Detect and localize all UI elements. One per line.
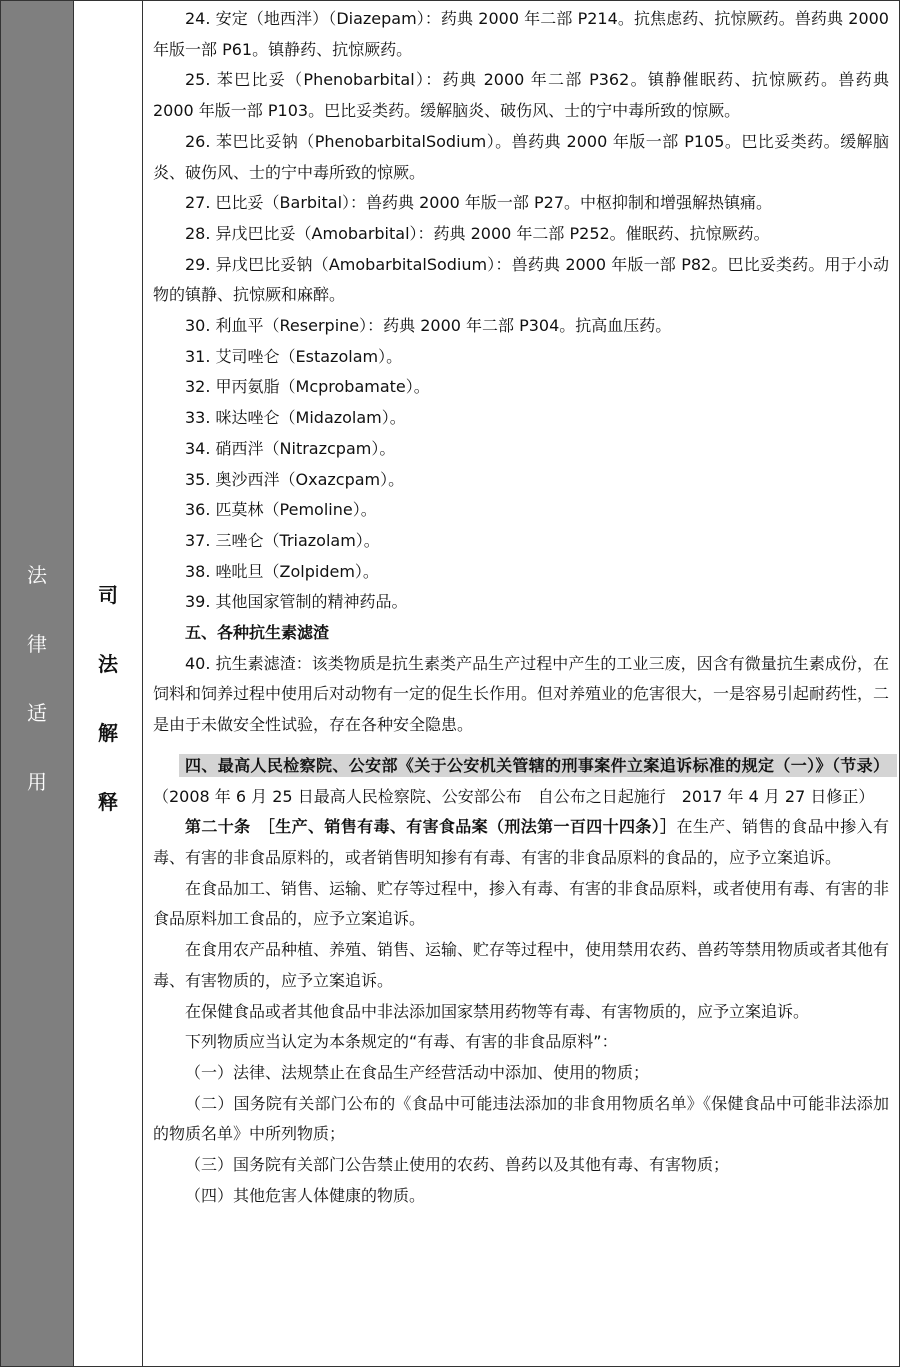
list-item: （二）国务院有关部门公布的《食品中可能违法添加的非食用物质名单》《保健食品中可能非法添加的物质名单》中所列物质； [153,1093,889,1144]
category-char: 用 [27,770,47,794]
list-item: 34. 硝西泮（Nitrazcpam）。 [185,438,396,458]
category-char: 律 [27,632,47,656]
list-item: 32. 甲丙氨脂（Mcprobamate）。 [185,377,430,397]
subcategory-char: 释 [98,790,118,814]
list-item: 33. 咪达唑仑（Midazolam）。 [185,408,406,428]
article-heading: ［生产、销售有毒、有害食品案（刑法第一百四十四条）］ [266,817,677,837]
category-label [1,541,73,817]
paragraph: 下列物质应当认定为本条规定的“有毒、有害的非食品原料”： [185,1032,618,1052]
paragraph: 在保健食品或者其他食品中非法添加国家禁用药物等有毒、有害物质的，应予立案追诉。 [185,1001,810,1021]
list-item: （三）国务院有关部门公告禁止使用的农药、兽药以及其他有毒、有害物质； [185,1155,730,1175]
list-item: 31. 艾司唑仑（Estazolam）。 [185,346,403,366]
content-column [153,1,889,1366]
list-item: （四）其他危害人体健康的物质。 [185,1185,426,1205]
list-item: 37. 三唑仑（Triazolam）。 [185,530,380,550]
list-item: 28. 异戊巴比妥（Amobarbital）：药典 2000 年二部 P252。催眠药、抗惊厥药。 [185,223,770,243]
subcategory-char: 解 [98,721,118,745]
list-item: 30. 利血平（Reserpine）：药典 2000 年二部 P304。抗高血压药。 [185,316,672,336]
list-item: 39. 其他国家管制的精神药品。 [185,592,408,612]
list-item: 24. 安定（地西泮）（Diazepam）：药典 2000 年二部 P214。抗焦虑药、抗惊厥药。兽药典 2000 年版一部 P61。镇静药、抗惊厥药。 [153,9,889,59]
list-item: 26. 苯巴比妥钠（PhenobarbitalSodium）。兽药典 2000 年版一部 P105。巴比妥类药。缓解脑炎、破伤风、士的宁中毒所致的惊厥。 [153,131,889,182]
section-note: （2008 年 6 月 25 日最高人民检察院、公安部公布 自公布之日起施行 2017 年 4 月 27 日修正） [153,786,875,806]
article-label: 第二十条 [185,817,251,837]
list-item: （一）法律、法规禁止在食品生产经营活动中添加、使用的物质； [185,1062,650,1082]
section-heading: 五、各种抗生素滤渣 [185,623,330,643]
paragraph: 在食品加工、销售、运输、贮存等过程中，掺入有毒、有害的非食品原料，或者使用有毒、有害的非食品原料加工食品的，应予立案追诉。 [153,878,890,929]
category-column [1,1,74,1366]
list-item: 27. 巴比妥（Barbital）：兽药典 2000 年版一部 P27。中枢抑制和增强解热镇痛。 [185,193,773,213]
list-item: 36. 匹莫林（Pemoline）。 [185,500,377,520]
list-item: 25. 苯巴比妥（Phenobarbital）：药典 2000 年二部 P362。镇静催眠药、抗惊厥药。兽药典 2000 年版一部 P103。巴比妥类药。缓解脑炎、破伤风、士的宁中毒所致的惊厥。 [153,70,889,121]
list-item: 35. 奥沙西泮（Oxazcpam）。 [185,469,405,489]
article-paragraph [153,812,889,873]
category-char: 适 [27,701,47,725]
list-item: 38. 唑吡旦（Zolpidem）。 [185,561,379,581]
paragraph: 在食用农产品种植、养殖、销售、运输、贮存等过程中，使用禁用农药、兽药等禁用物质或者其他有毒、有害物质的，应予立案追诉。 [153,940,890,990]
list-item: 40. 抗生素滤渣：该类物质是抗生素类产品生产过程中产生的工业三废，因含有微量抗生素成份，在饲料和饲养过程中使用后对动物有一定的促生长作用。但对养殖业的危害很大，一是容易引起耐药性，二是由于未做安全性试验，存在各种安全隐患。 [153,653,890,735]
subcategory-char: 法 [98,652,118,676]
subcategory-label [74,561,142,837]
section-title-paragraph [153,751,889,812]
subcategory-char: 司 [98,583,118,607]
article-text: 在生产、销售的食品中掺入有毒、有害的非食品原料的，或者销售明知掺有有毒、有害的非食品原料的食品的，应予立案追诉。 [153,817,889,867]
subcategory-column [74,1,143,1366]
section-title: 四、最高人民检察院、公安部《关于公安机关管辖的刑事案件立案追诉标准的规定（一）》（节录） [179,754,897,777]
category-char: 法 [27,563,47,587]
list-item: 29. 异戊巴比妥钠（AmobarbitalSodium）：兽药典 2000 年版一部 P82。巴比妥类药。用于小动物的镇静、抗惊厥和麻醉。 [153,254,889,305]
